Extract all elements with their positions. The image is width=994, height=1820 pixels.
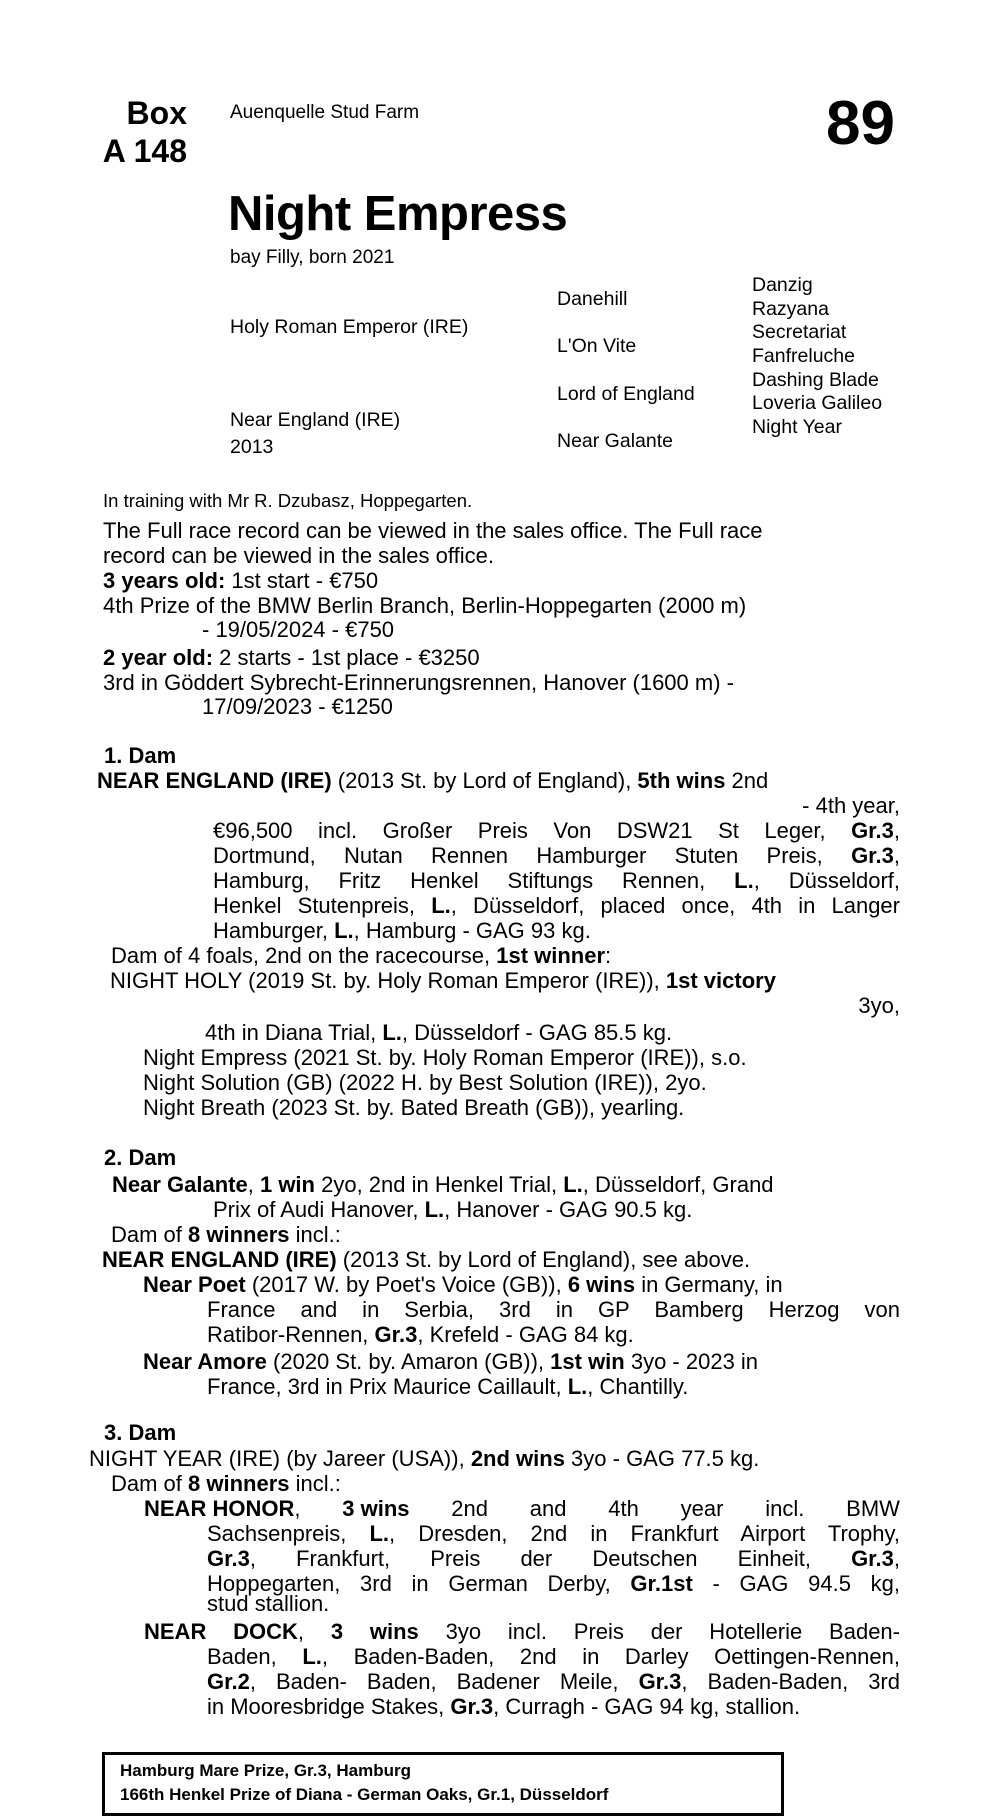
age2-summary — [103, 645, 480, 671]
dam2-progeny-line: France, 3rd in Prix Maurice Caillault, L., Chantilly. — [207, 1374, 689, 1399]
dam3-progeny: NEAR HONOR, 3 wins 2nd and 4th year incl. BMW — [144, 1496, 900, 1521]
progeny-wins: 3 wins — [342, 1496, 410, 1521]
trainer-line: In training with Mr R. Dzubasz, Hoppegarten. — [103, 490, 473, 511]
box-number: A 148 — [102, 133, 187, 169]
dam2-progeny: Near Poet (2017 W. by Poet's Voice (GB)), 6 wins in Germany, in — [143, 1272, 783, 1297]
pedigree-ggp: Night Year — [752, 416, 842, 438]
dam3-progeny-line: Baden, L., Baden-Baden, 2nd in Darley Oettingen-Rennen, — [207, 1644, 901, 1669]
age3-race-date: - 19/05/2024 - €750 — [202, 617, 395, 642]
dam3-line: NIGHT YEAR (IRE) (by Jareer (USA)), 2nd wins 3yo - GAG 77.5 kg. — [89, 1446, 760, 1471]
engagement-line: 166th Henkel Prize of Diana - German Oaks, Gr.1, Düsseldorf — [120, 1785, 609, 1804]
dam3-progeny-line: Hoppegarten, 3rd in German Derby, Gr.1st - GAG 94.5 kg, — [207, 1571, 900, 1596]
pedigree-dam-year: 2013 — [230, 436, 274, 458]
dam2-line: NEAR ENGLAND (IRE) (2013 St. by Lord of England), see above. — [102, 1247, 751, 1272]
dam1-name: NEAR ENGLAND (IRE) — [97, 768, 332, 793]
pedigree-ggp: Loveria Galileo — [752, 392, 883, 414]
box-label — [103, 94, 187, 170]
dam1-name-line — [97, 768, 768, 794]
dam1-wins-rest: 2nd — [725, 768, 769, 793]
race-note-line: The Full race record can be viewed in the sales office. The Full race — [103, 518, 763, 543]
age3-summary-text: 1st start - €750 — [225, 568, 379, 593]
horse-description: bay Filly, born 2021 — [230, 247, 395, 268]
dam1-foal: Night Breath (2023 St. by. Bated Breath (GB)), yearling. — [143, 1095, 685, 1120]
pedigree-dam-sire: Lord of England — [557, 383, 695, 405]
pedigree-ggp: Dashing Blade — [752, 369, 879, 391]
dam3-progeny: NEAR DOCK, 3 wins 3yo incl. Preis der Hotellerie Baden- — [144, 1619, 900, 1644]
pedigree-sire-sire: Danehill — [557, 288, 628, 310]
pedigree-ggp: Razyana — [752, 298, 829, 320]
dam2-progeny-line: France and in Serbia, 3rd in GP Bamberg Herzog von — [207, 1297, 900, 1322]
dam2-line: Dam of 8 winners incl.: — [111, 1222, 341, 1247]
age3-summary — [103, 568, 378, 594]
dam2-progeny: Near Amore (2020 St. by. Amaron (GB)), 1st win 3yo - 2023 in — [143, 1349, 759, 1374]
dam2-heading: 2. Dam — [104, 1145, 177, 1170]
dam3-progeny-line: Sachsenpreis, L., Dresden, 2nd in Frankfurt Airport Trophy, — [207, 1521, 900, 1546]
race-note-line: record can be viewed in the sales office. — [103, 543, 494, 568]
dam2-line: Near Galante, 1 win 2yo, 2nd in Henkel Trial, L., Düsseldorf, Grand — [112, 1172, 774, 1197]
dam1-foal: NIGHT HOLY (2019 St. by. Holy Roman Emperor (IRE)), 1st victory — [110, 968, 776, 993]
dam3-line: Dam of 8 winners incl.: — [111, 1471, 341, 1496]
age2-race: 3rd in Göddert Sybrecht-Erinnerungsrennen, Hanover (1600 m) - — [103, 670, 734, 695]
age3-race: 4th Prize of the BMW Berlin Branch, Berlin-Hoppegarten (2000 m) — [103, 593, 747, 618]
dam1-foal: Night Solution (GB) (2022 H. by Best Solution (IRE)), 2yo. — [143, 1070, 707, 1095]
progeny-name: NEAR HONOR, — [144, 1496, 301, 1521]
age3-label: 3 years old: — [103, 568, 226, 593]
consignor: Auenquelle Stud Farm — [230, 102, 420, 123]
dam2-line: Prix of Audi Hanover, L., Hanover - GAG 90.5 kg. — [213, 1197, 693, 1222]
dam2-progeny-line: Ratibor-Rennen, Gr.3, Krefeld - GAG 84 kg. — [207, 1322, 634, 1347]
dam3-progeny-line: Gr.2, Baden- Baden, Badener Meile, Gr.3, Baden-Baden, 3rd — [207, 1669, 900, 1694]
horse-name: Night Empress — [228, 187, 568, 241]
pedigree-ggp: Fanfreluche — [752, 345, 855, 367]
dam1-line: Hamburg, Fritz Henkel Stiftungs Rennen, L., Düsseldorf, — [213, 868, 901, 893]
pedigree-ggp: Secretariat — [752, 321, 847, 343]
dam1-name-rest: (2013 St. by Lord of England), — [331, 768, 638, 793]
dam3-progeny-line: in Mooresbridge Stakes, Gr.3, Curragh - GAG 94 kg, stallion. — [207, 1694, 801, 1719]
dam1-foal-line: 3yo, — [858, 993, 900, 1018]
dam1-heading: 1. Dam — [104, 743, 177, 768]
dam1-wins: 5th wins — [637, 768, 726, 793]
dam1-line: Henkel Stutenpreis, L., Düsseldorf, placed once, 4th in Langer — [213, 893, 900, 918]
dam3-heading: 3. Dam — [104, 1420, 177, 1445]
pedigree-sire-dam: L'On Vite — [557, 335, 637, 357]
age2-race-date: 17/09/2023 - €1250 — [202, 694, 393, 719]
lot-number: 89 — [826, 89, 895, 158]
pedigree-dam: Near England (IRE) — [230, 409, 401, 431]
dam1-line: €96,500 incl. Großer Preis Von DSW21 St Leger, Gr.3, — [213, 818, 900, 843]
dam1-line: Hamburger, L., Hamburg - GAG 93 kg. — [213, 918, 591, 943]
pedigree-sire: Holy Roman Emperor (IRE) — [230, 316, 469, 338]
engagements-box — [102, 1752, 784, 1816]
age2-label: 2 year old: — [103, 645, 214, 670]
dam3-progeny-line: Gr.3, Frankfurt, Preis der Deutschen Einheit, Gr.3, — [207, 1546, 900, 1571]
dam3-progeny-line: stud stallion. — [207, 1591, 330, 1616]
age2-summary-text: 2 starts - 1st place - €3250 — [213, 645, 480, 670]
engagement-line: Hamburg Mare Prize, Gr.3, Hamburg — [120, 1761, 411, 1780]
dam1-produce: Dam of 4 foals, 2nd on the racecourse, 1st winner: — [111, 943, 612, 968]
dam1-line: - 4th year, — [802, 793, 900, 818]
dam1-foal-line: 4th in Diana Trial, L., Düsseldorf - GAG 85.5 kg. — [205, 1020, 673, 1045]
pedigree-ggp: Danzig — [752, 274, 813, 296]
dam1-line: Dortmund, Nutan Rennen Hamburger Stuten Preis, Gr.3, — [213, 843, 900, 868]
dam1-foal: Night Empress (2021 St. by. Holy Roman Emperor (IRE)), s.o. — [143, 1045, 747, 1070]
box-label-text: Box — [126, 95, 187, 131]
pedigree-dam-dam: Near Galante — [557, 430, 673, 452]
